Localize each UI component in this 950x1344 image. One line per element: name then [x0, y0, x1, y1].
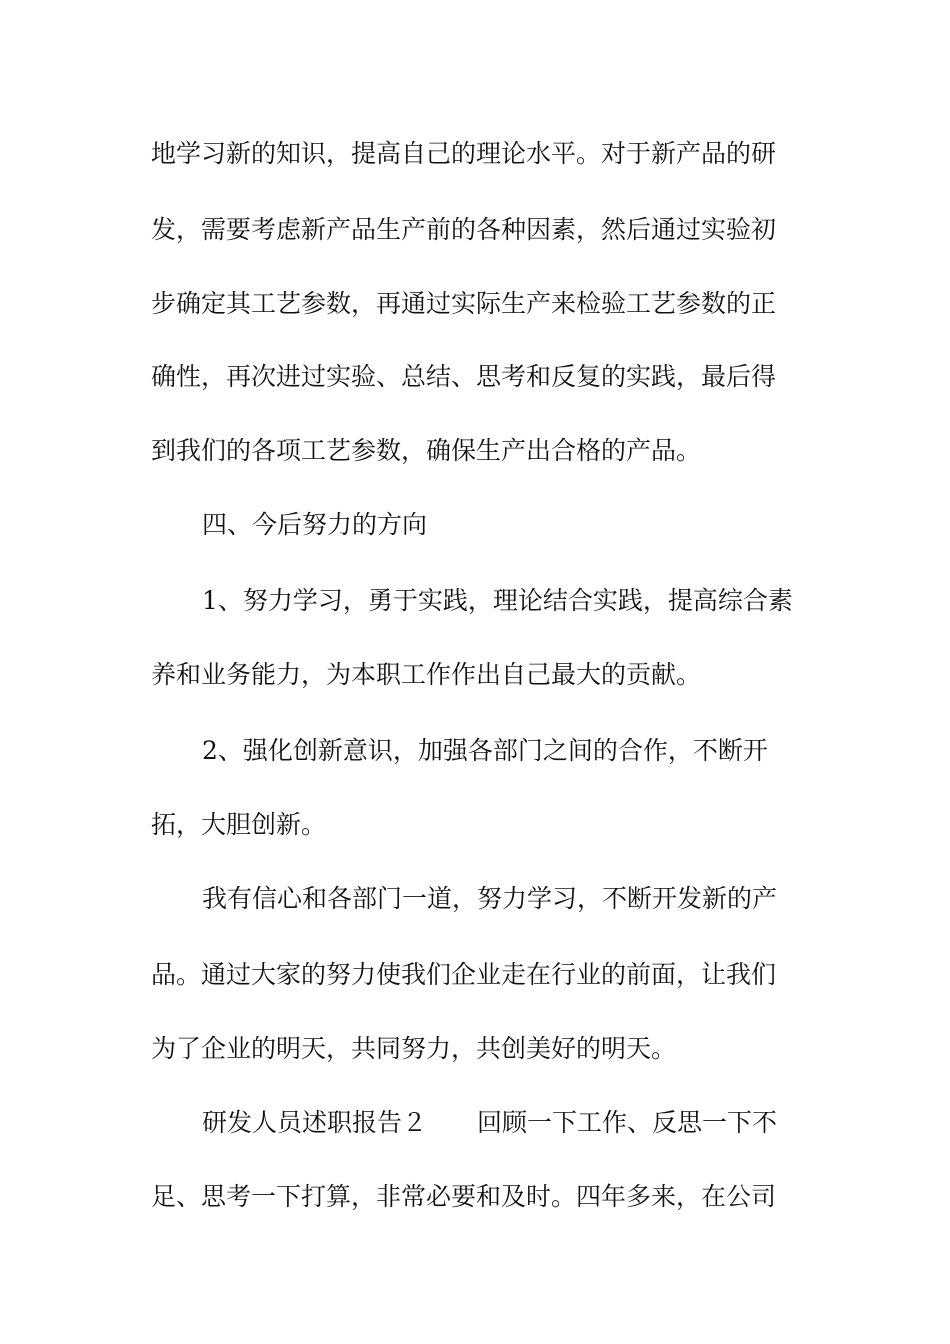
list-item-1-line: 1、努力学习，勇于实践，理论结合实践，提高综合素	[202, 586, 793, 615]
report-title: 研发人员述职报告２	[202, 1108, 428, 1137]
report-heading-line	[202, 1103, 777, 1143]
list-item-1-line: 养和业务能力，为本职工作作出自己最大的贡献。	[151, 660, 702, 689]
report-intro-text: 回顾一下工作、反思一下不	[477, 1108, 778, 1137]
body-text-line: 步确定其工艺参数，再通过实际生产来检验工艺参数的正	[151, 289, 777, 318]
closing-paragraph-line: 为了企业的明天，共同努力，共创美好的明天。	[151, 1034, 677, 1063]
body-text-line: 足、思考一下打算，非常必要和及时。四年多来，在公司	[151, 1182, 777, 1211]
closing-paragraph-line: 我有信心和各部门一道，努力学习，不断开发新的产	[202, 884, 778, 913]
list-item-2-line: 2、强化创新意识，加强各部门之间的合作，不断开	[202, 736, 768, 765]
list-item-2-line: 拓，大胆创新。	[151, 810, 327, 839]
body-text-line: 发，需要考虑新产品生产前的各种因素，然后通过实验初	[151, 215, 777, 244]
body-text-line: 到我们的各项工艺参数，确保生产出合格的产品。	[151, 436, 702, 465]
body-text-line: 地学习新的知识，提高自己的理论水平。对于新产品的研	[151, 139, 777, 168]
body-text-line: 确性，再次进过实验、总结、思考和反复的实践，最后得	[151, 362, 777, 391]
section-heading: 四、今后努力的方向	[202, 510, 428, 539]
closing-paragraph-line: 品。通过大家的努力使我们企业走在行业的前面，让我们	[151, 960, 777, 989]
